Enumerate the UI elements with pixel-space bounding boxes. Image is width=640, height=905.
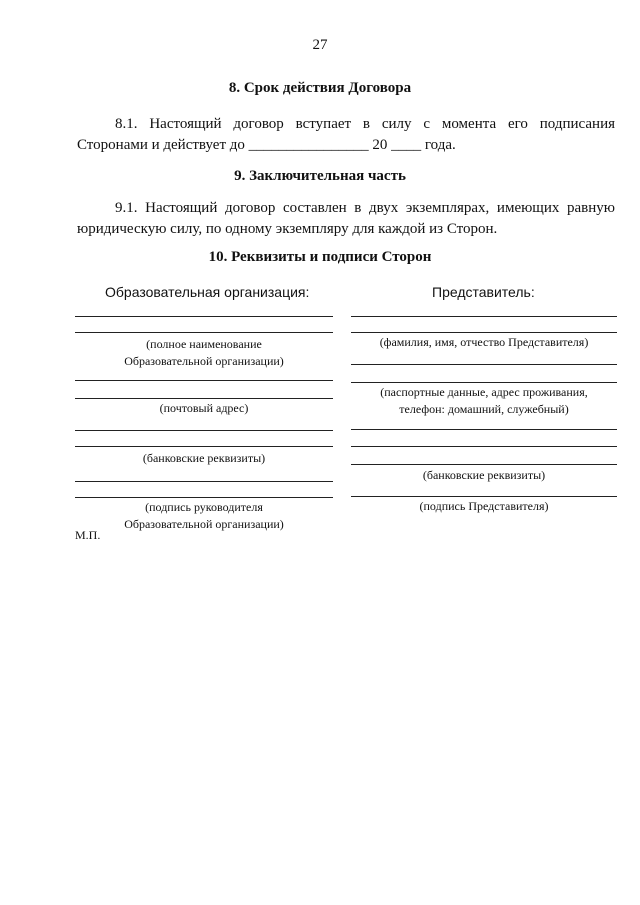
section-9-title: 9. Заключительная часть — [234, 168, 406, 184]
right-blank-line[interactable] — [351, 429, 617, 430]
section-9-text-1: 9.1. Настоящий договор составлен в двух экземплярах, имеющих равную — [115, 200, 615, 216]
section-10-title: 10. Реквизиты и подписи Сторон — [208, 249, 432, 265]
left-signature-line[interactable] — [75, 497, 333, 498]
left-name-caption — [75, 336, 333, 370]
right-blank-line[interactable] — [351, 382, 617, 383]
left-signature-caption-2: Образовательной организации) — [124, 517, 284, 531]
left-blank-line[interactable] — [75, 446, 333, 447]
section-9-text-2: юридическую силу, по одному экземпляру для каждой из Сторон. — [77, 221, 498, 237]
right-signature-caption: (подпись Представителя) — [419, 499, 549, 513]
section-9-paragraph-line-1 — [77, 198, 615, 219]
stamp-label: М.П. — [75, 528, 101, 542]
section-8-paragraph-line-1 — [77, 114, 615, 135]
right-blank-line[interactable] — [351, 364, 617, 365]
left-signature-caption-1: (подпись руководителя — [145, 500, 263, 514]
right-blank-line[interactable] — [351, 332, 617, 333]
left-blank-line[interactable] — [75, 430, 333, 431]
left-address-caption: (почтовый адрес) — [159, 401, 249, 415]
right-blank-line[interactable] — [351, 464, 617, 465]
section-8-text-1: 8.1. Настоящий договор вступает в силу с момента его подписания — [115, 116, 615, 132]
right-column-heading: Представитель: — [432, 284, 535, 300]
left-column-heading: Образовательная организация: — [105, 284, 310, 300]
section-8-text-2: Сторонами и действует до ________________ 20 ____ года. — [77, 137, 456, 153]
left-blank-line[interactable] — [75, 332, 333, 333]
right-blank-line[interactable] — [351, 446, 617, 447]
right-passport-caption — [351, 384, 617, 418]
left-blank-line[interactable] — [75, 316, 333, 317]
right-bank-caption: (банковские реквизиты) — [422, 468, 546, 482]
left-blank-line[interactable] — [75, 380, 333, 381]
right-signature-line[interactable] — [351, 496, 617, 497]
section-8-title: 8. Срок действия Договора — [228, 80, 412, 96]
left-blank-line[interactable] — [75, 398, 333, 399]
left-name-caption-2: Образовательной организации) — [124, 354, 284, 368]
right-name-caption: (фамилия, имя, отчество Представителя) — [379, 335, 589, 349]
right-blank-line[interactable] — [351, 316, 617, 317]
right-passport-caption-1: (паспортные данные, адрес проживания, — [380, 385, 588, 399]
left-bank-caption: (банковские реквизиты) — [142, 451, 266, 465]
page-number: 27 — [312, 37, 328, 53]
left-signature-caption — [75, 499, 333, 533]
left-name-caption-1: (полное наименование — [146, 337, 262, 351]
left-blank-line[interactable] — [75, 481, 333, 482]
right-passport-caption-2: телефон: домашний, служебный) — [399, 402, 569, 416]
